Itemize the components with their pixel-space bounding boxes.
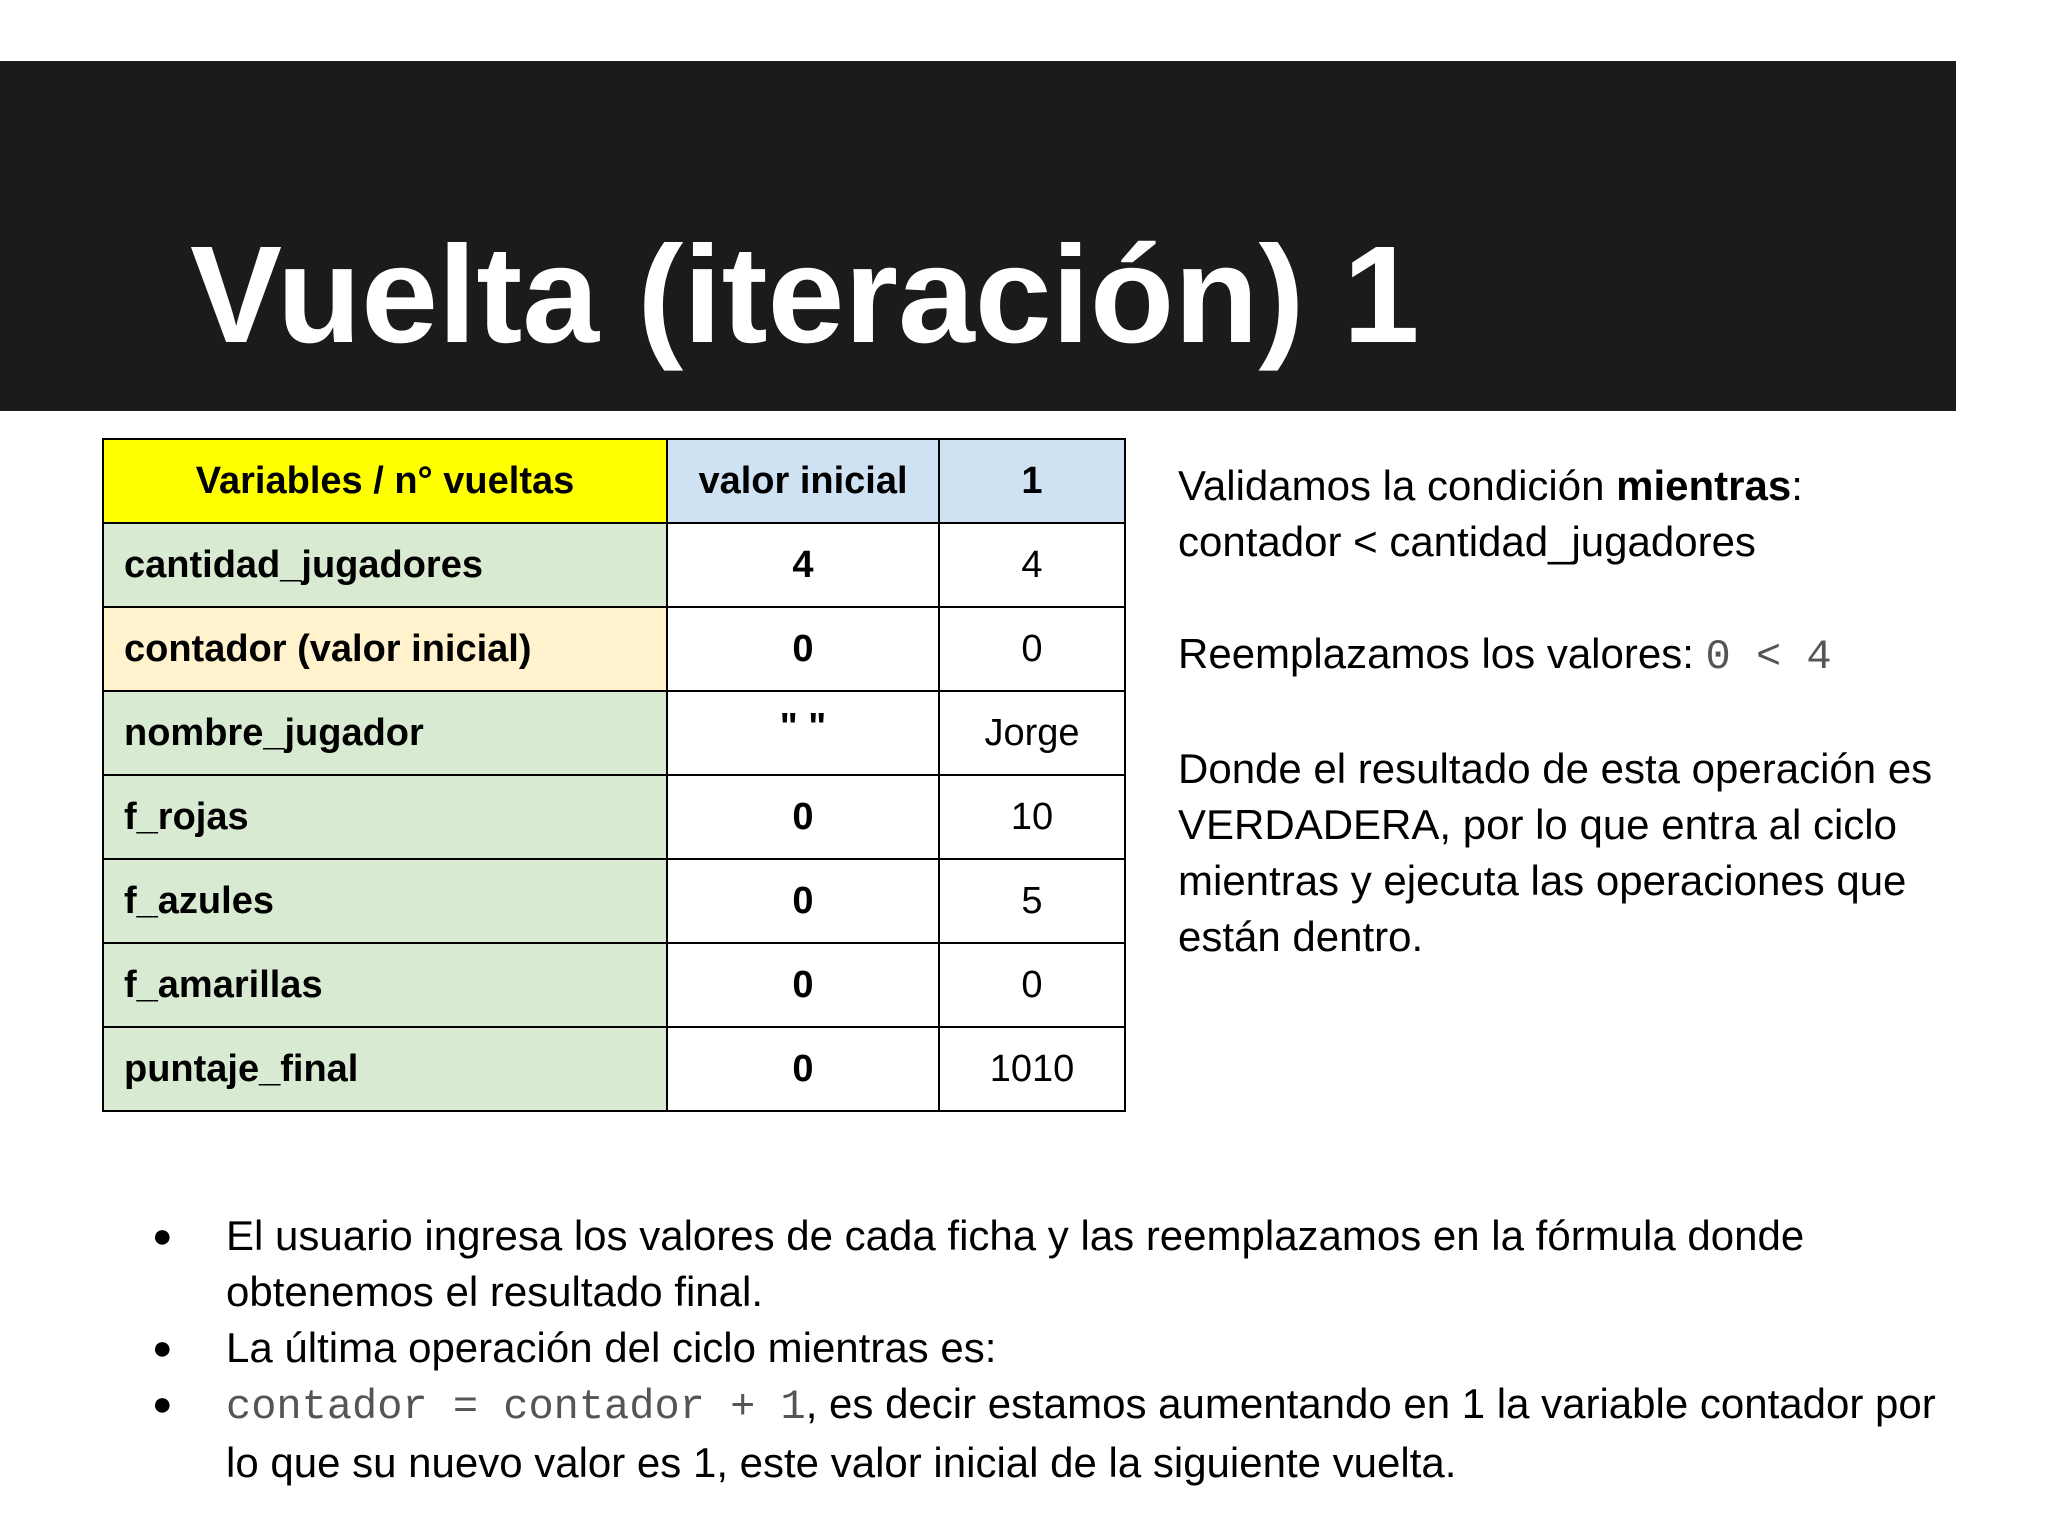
row-iteration-value: Jorge	[939, 691, 1125, 775]
condition-suffix: :	[1791, 462, 1803, 509]
bullet-icon: ●	[152, 1385, 173, 1423]
table-row	[103, 859, 1125, 943]
bullet-text: La última operación del ciclo mientras es:	[226, 1324, 997, 1371]
condition-prefix: Validamos la condición	[1178, 462, 1617, 509]
row-iteration-value: 0	[939, 943, 1125, 1027]
replace-line	[1178, 626, 2018, 685]
row-variable-name: f_azules	[103, 859, 667, 943]
row-variable-name: puntaje_final	[103, 1027, 667, 1111]
header-variables: Variables / n° vueltas	[103, 439, 667, 523]
row-variable-name: cantidad_jugadores	[103, 523, 667, 607]
table-row	[103, 523, 1125, 607]
header-iteration-1: 1	[939, 439, 1125, 523]
row-initial-value: 4	[667, 523, 939, 607]
replace-label: Reemplazamos los valores:	[1178, 630, 1706, 677]
row-variable-name: f_rojas	[103, 775, 667, 859]
row-iteration-value: 1010	[939, 1027, 1125, 1111]
bullet-icon: ●	[152, 1217, 173, 1255]
bullet-icon: ●	[152, 1329, 173, 1367]
row-iteration-value: 5	[939, 859, 1125, 943]
row-variable-name: f_amarillas	[103, 943, 667, 1027]
row-initial-value: 0	[667, 775, 939, 859]
row-iteration-value: 4	[939, 523, 1125, 607]
row-variable-name: nombre_jugador	[103, 691, 667, 775]
row-initial-value: 0	[667, 859, 939, 943]
condition-expression: contador < cantidad_jugadores	[1178, 518, 1756, 565]
bullet-text: El usuario ingresa los valores de cada ficha y las reemplazamos en la fórmula donde obtenemos el resultado final.	[226, 1212, 1805, 1315]
row-initial-value: " "	[667, 691, 939, 775]
bullet-list	[140, 1208, 1960, 1491]
list-item	[140, 1208, 1960, 1320]
table-header-row	[103, 439, 1125, 523]
condition-keyword: mientras	[1616, 462, 1792, 509]
condition-explanation	[1178, 458, 2018, 965]
list-item	[140, 1376, 1960, 1491]
header-initial-value: valor inicial	[667, 439, 939, 523]
row-iteration-value: 10	[939, 775, 1125, 859]
row-variable-name: contador (valor inicial)	[103, 607, 667, 691]
table-row	[103, 943, 1125, 1027]
row-initial-value: 0	[667, 607, 939, 691]
slide-title: Vuelta (iteración) 1	[190, 218, 1420, 372]
result-text: Donde el resultado de esta operación es VERDADERA, por lo que entra al ciclo mientras y ejecuta las operaciones que están dentro.	[1178, 745, 1933, 960]
table-row	[103, 691, 1125, 775]
bullet-text: , es decir estamos aumentando en 1 la variable contador por lo que su nuevo valor es 1, este valor inicial de la siguiente vuelta.	[226, 1380, 1936, 1486]
table-row	[103, 1027, 1125, 1111]
replace-code: 0 < 4	[1705, 633, 1832, 681]
row-iteration-value: 0	[939, 607, 1125, 691]
bullet-code: contador = contador + 1	[226, 1383, 806, 1431]
row-initial-value: 0	[667, 943, 939, 1027]
row-initial-value: 0	[667, 1027, 939, 1111]
condition-line	[1178, 458, 2018, 514]
variables-table	[102, 438, 1126, 1112]
list-item	[140, 1320, 1960, 1376]
table-row	[103, 775, 1125, 859]
table-row	[103, 607, 1125, 691]
